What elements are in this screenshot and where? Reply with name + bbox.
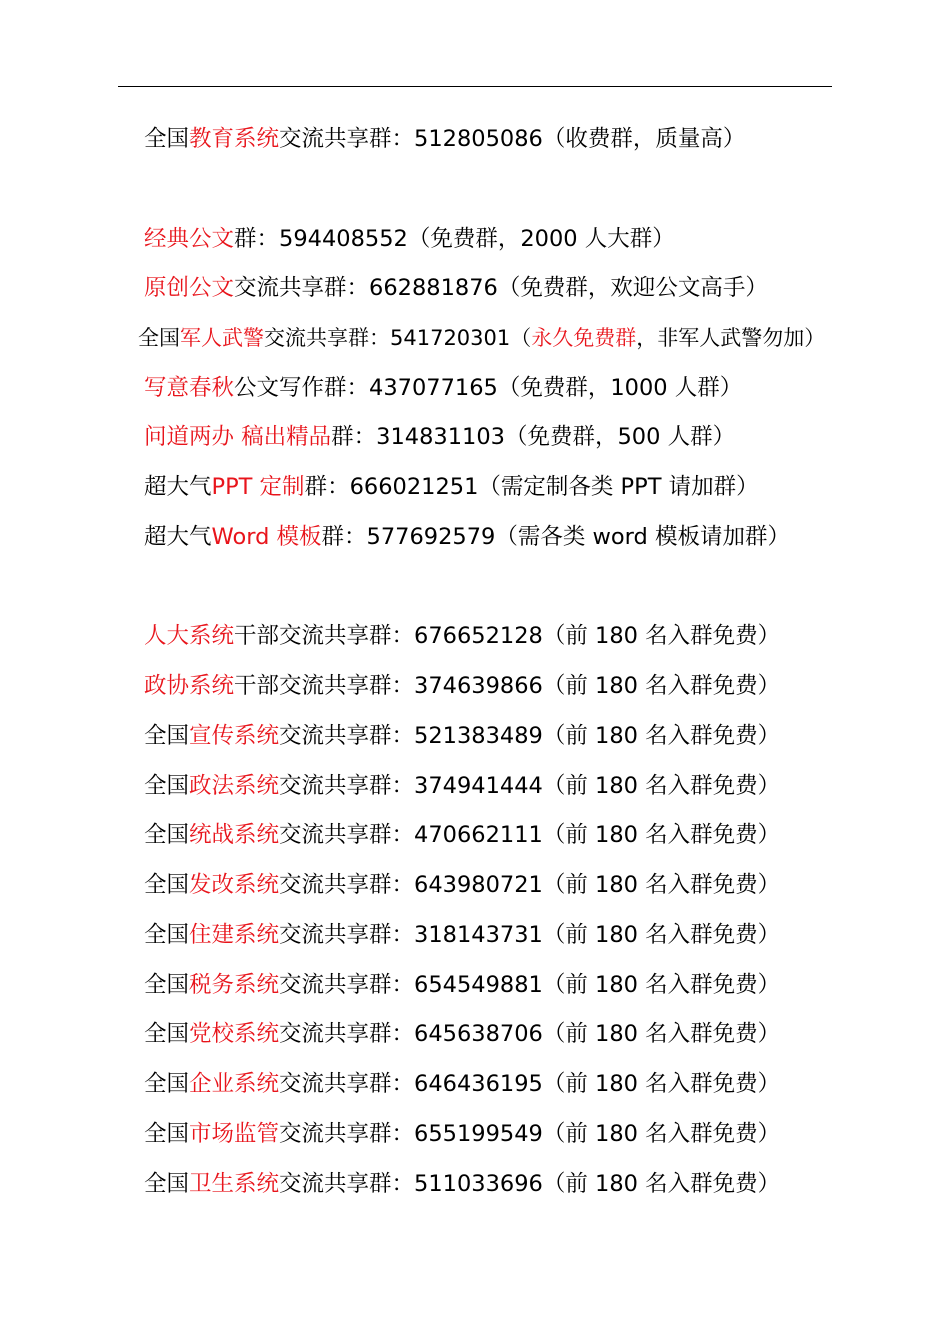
text: 全国 <box>144 1121 190 1147</box>
group-line-development-reform <box>144 870 780 900</box>
group-line-cppcc <box>144 671 780 701</box>
text: 交流共享群：470662111（前 180 名入群免费） <box>279 822 781 848</box>
text: 全国 <box>144 723 190 749</box>
highlight: 军人武警 <box>180 326 264 350</box>
text: 群：577692579（需各类 word 模板请加群） <box>321 524 790 550</box>
text: 全国 <box>138 326 180 350</box>
text: 全国 <box>144 773 190 799</box>
highlight: 发改系统 <box>189 872 280 898</box>
highlight: Word 模板 <box>211 524 322 550</box>
highlight: 卫生系统 <box>189 1171 280 1197</box>
text: 交流共享群：643980721（前 180 名入群免费） <box>279 872 781 898</box>
highlight: 写意春秋 <box>144 375 235 401</box>
text: 全国 <box>144 1071 190 1097</box>
highlight: 教育系统 <box>189 126 280 152</box>
text: 全国 <box>144 922 190 948</box>
header-rule <box>118 86 832 87</box>
text: 交流共享群：655199549（前 180 名入群免费） <box>279 1121 781 1147</box>
highlight: 宣传系统 <box>189 723 280 749</box>
text: 公文写作群：437077165（免费群，1000 人群） <box>234 375 743 401</box>
group-line-writing <box>144 373 742 403</box>
text: 群：594408552（免费群，2000 人大群） <box>234 226 675 252</box>
text: 交流共享群：521383489（前 180 名入群免费） <box>279 723 781 749</box>
group-line-market-supervision <box>144 1119 780 1149</box>
highlight: 问道两办 稿出精品 <box>144 424 332 450</box>
text: 群：666021251（需定制各类 PPT 请加群） <box>304 474 759 500</box>
text: 交流共享群：512805086（收费群，质量高） <box>279 126 746 152</box>
highlight: 人大系统 <box>144 623 235 649</box>
text: 干部交流共享群：374639866（前 180 名入群免费） <box>234 673 781 699</box>
highlight: 党校系统 <box>189 1021 280 1047</box>
text: 交流共享群：541720301（ <box>264 326 532 350</box>
text: 干部交流共享群：676652128（前 180 名入群免费） <box>234 623 781 649</box>
text: 交流共享群：654549881（前 180 名入群免费） <box>279 972 781 998</box>
group-line-education <box>144 124 745 154</box>
highlight: 政法系统 <box>189 773 280 799</box>
group-line-npc <box>144 621 780 651</box>
text: 全国 <box>144 1021 190 1047</box>
group-line-enterprise <box>144 1069 780 1099</box>
group-line-tax <box>144 970 780 1000</box>
text: 交流共享群：645638706（前 180 名入群免费） <box>279 1021 781 1047</box>
text: 交流共享群：662881876（免费群，欢迎公文高手） <box>234 275 768 301</box>
text: 超大气 <box>144 474 212 500</box>
text: 超大气 <box>144 524 212 550</box>
group-line-word <box>144 522 790 552</box>
group-line-legal <box>144 771 780 801</box>
group-line-ppt <box>144 472 759 502</box>
text: 全国 <box>144 822 190 848</box>
group-line-classic-docs <box>144 224 675 254</box>
text: 交流共享群：511033696（前 180 名入群免费） <box>279 1171 781 1197</box>
text: 交流共享群：646436195（前 180 名入群免费） <box>279 1071 781 1097</box>
group-line-propaganda <box>144 721 780 751</box>
group-line-military <box>138 323 825 353</box>
text: 全国 <box>144 972 190 998</box>
text: 交流共享群：374941444（前 180 名入群免费） <box>279 773 781 799</box>
group-line-united-front <box>144 820 780 850</box>
text: 全国 <box>144 1171 190 1197</box>
highlight: 永久免费群 <box>531 326 637 350</box>
highlight: 企业系统 <box>189 1071 280 1097</box>
group-line-health <box>144 1169 780 1199</box>
text: 群：314831103（免费群，500 人群） <box>331 424 736 450</box>
text: 交流共享群：318143731（前 180 名入群免费） <box>279 922 781 948</box>
group-line-housing <box>144 920 780 950</box>
highlight: PPT 定制 <box>211 474 305 500</box>
group-line-two-offices <box>144 422 735 452</box>
highlight: 经典公文 <box>144 226 235 252</box>
highlight: 税务系统 <box>189 972 280 998</box>
text: ，非军人武警勿加） <box>636 326 826 350</box>
text: 全国 <box>144 126 190 152</box>
highlight: 市场监管 <box>189 1121 280 1147</box>
highlight: 统战系统 <box>189 822 280 848</box>
highlight: 原创公文 <box>144 275 235 301</box>
highlight: 住建系统 <box>189 922 280 948</box>
text: 全国 <box>144 872 190 898</box>
group-line-original-docs <box>144 273 768 303</box>
group-line-party-school <box>144 1019 780 1049</box>
highlight: 政协系统 <box>144 673 235 699</box>
